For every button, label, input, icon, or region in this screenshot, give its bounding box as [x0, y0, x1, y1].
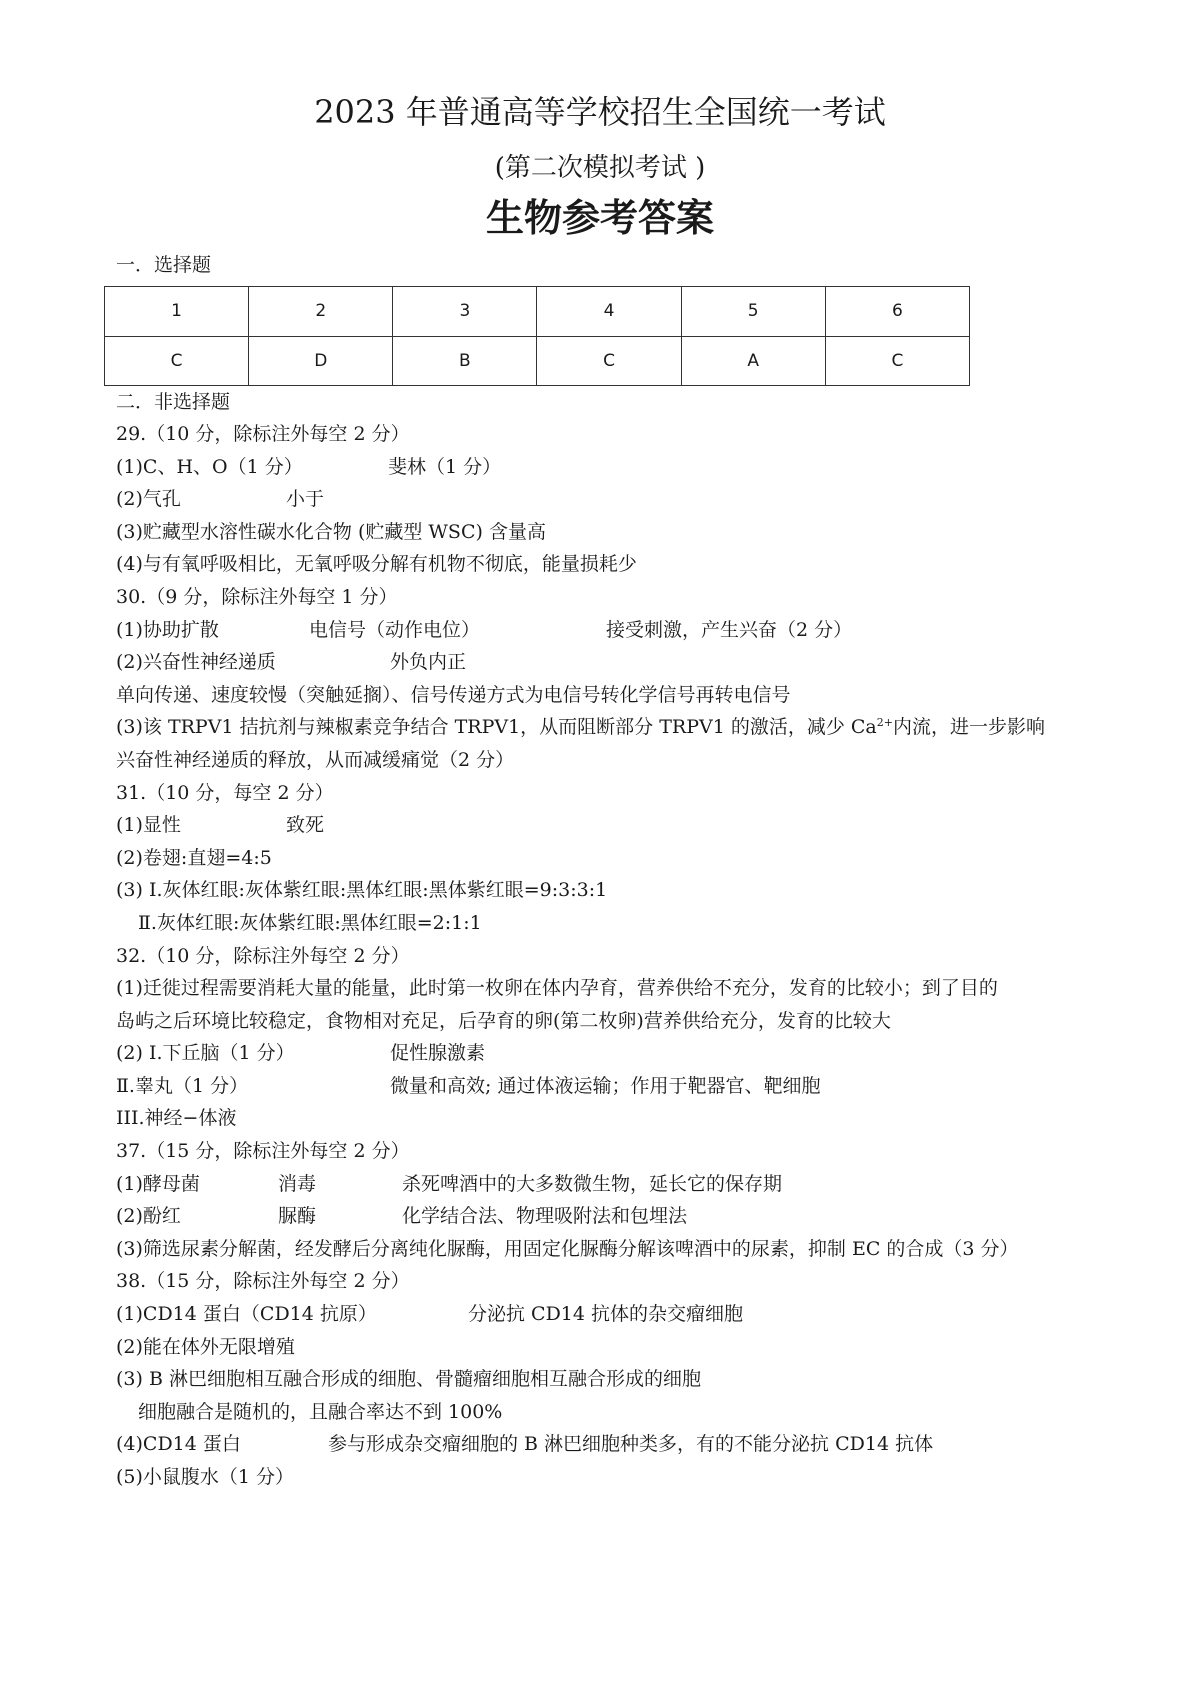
q30-answer-line: [116, 646, 1106, 679]
answer-cell: A: [681, 336, 825, 386]
exam-title: 2023 年普通高等学校招生全国统一考试: [314, 93, 886, 131]
q38-3-answer-b: 细胞融合是随机的，且融合率达不到 100%: [138, 1400, 503, 1423]
answer-cell: C: [825, 336, 969, 386]
answer-table-answer-row: [105, 336, 970, 386]
q29-2-answer-a: (2)气孔: [116, 488, 181, 511]
q37-3-answer: (3)筛选尿素分解菌，经发酵后分离纯化脲酶，用固定化脲酶分解该啤酒中的尿素，抑制 EC 的合成（3 分）: [116, 1237, 1019, 1260]
q38-1-answer-b: 分泌抗 CD14 抗体的杂交瘤细胞: [468, 1303, 744, 1326]
q32-2-answer-i-a: (2) Ⅰ.下丘脑（1 分）: [116, 1042, 295, 1065]
q31-1-answer-a: (1)显性: [116, 814, 181, 837]
q32-answer-line: [116, 1070, 1106, 1103]
q31-2-answer: (2)卷翅:直翅=4:5: [116, 846, 272, 869]
q31-3-answer-i: (3) Ⅰ.灰体红眼:灰体紫红眼:黑体红眼:黑体紫红眼=9:3:3:1: [116, 879, 608, 902]
answer-table: [104, 286, 970, 386]
q29-answer-line: [116, 451, 1106, 484]
answer-cell: C: [537, 336, 681, 386]
q32-2-answer-iii: III.神经−体液: [116, 1107, 237, 1130]
answer-table-number-row: [105, 287, 970, 337]
q30-heading: 30.（9 分，除标注外每空 1 分）: [116, 585, 398, 608]
question-number: 5: [681, 287, 825, 337]
question-number: 3: [393, 287, 537, 337]
q32-answer-line: [116, 1037, 1106, 1070]
q30-3-answer-line2: 兴奋性神经递质的释放，从而减缓痛觉（2 分）: [116, 748, 515, 771]
exam-subtitle: (第二次模拟考试 ): [494, 153, 706, 183]
q31-answer-line: [116, 809, 1106, 842]
section-heading-choice: 一．选择题: [116, 254, 212, 276]
q32-heading: 32.（10 分，除标注外每空 2 分）: [116, 944, 410, 967]
document-title: 生物参考答案: [485, 195, 714, 240]
q31-1-answer-b: 致死: [286, 814, 325, 837]
q29-3-answer: (3)贮藏型水溶性碳水化合物 (贮藏型 WSC) 含量高: [116, 520, 546, 543]
q38-1-answer-a: (1)CD14 蛋白（CD14 抗原）: [116, 1303, 377, 1326]
q29-2-answer-b: 小于: [286, 488, 325, 511]
q38-answer-line: [116, 1298, 1106, 1331]
q30-2-answer-c: 单向传递、速度较慢（突触延搁）、信号传递方式为电信号转化学信号再转电信号: [116, 683, 791, 706]
q30-1-answer-a: (1)协助扩散: [116, 618, 219, 641]
q38-3-answer-a: (3) B 淋巴细胞相互融合形成的细胞、骨髓瘤细胞相互融合形成的细胞: [116, 1368, 701, 1391]
q32-1-answer-line1: (1)迁徙过程需要消耗大量的能量，此时第一枚卵在体内孕育，营养供给不充分，发育的比较小；到了目的: [116, 977, 998, 1000]
q32-1-answer-line2: 岛屿之后环境比较稳定，食物相对充足，后孕育的卵(第二枚卵)营养供给充分，发育的比较大: [116, 1009, 891, 1032]
q38-answer-line: [116, 1428, 1106, 1461]
q29-4-answer: (4)与有氧呼吸相比，无氧呼吸分解有机物不彻底，能量损耗少: [116, 553, 637, 576]
q32-2-answer-ii-b: 微量和高效; 通过体液运输；作用于靶器官、靶细胞: [390, 1074, 821, 1097]
q31-3-answer-ii: Ⅱ.灰体红眼:灰体紫红眼:黑体红眼=2:1:1: [138, 911, 482, 934]
q37-answer-line: [116, 1200, 1106, 1233]
q37-1-answer-c: 杀死啤酒中的大多数微生物，延长它的保存期: [402, 1172, 783, 1195]
q30-3-answer-line1: [116, 711, 1106, 744]
q29-1-answer-b: 斐林（1 分）: [388, 455, 502, 478]
q30-2-answer-b: 外负内正: [390, 651, 467, 674]
q38-heading: 38.（15 分，除标注外每空 2 分）: [116, 1270, 410, 1293]
section-heading-nonchoice: 二．非选择题: [116, 391, 231, 413]
question-number: 4: [537, 287, 681, 337]
q30-3-answer-part1: (3)该 TRPV1 拮抗剂与辣椒素竞争结合 TRPV1，从而阻断部分 TRPV1 的激活，减少 Ca: [116, 716, 877, 739]
q37-heading: 37.（15 分，除标注外每空 2 分）: [116, 1140, 410, 1163]
calcium-charge-superscript: 2+: [876, 716, 893, 730]
answer-cell: C: [105, 336, 249, 386]
q38-4-answer-b: 参与形成杂交瘤细胞的 B 淋巴细胞种类多，有的不能分泌抗 CD14 抗体: [328, 1433, 934, 1456]
answer-cell: D: [249, 336, 393, 386]
q37-2-answer-c: 化学结合法、物理吸附法和包埋法: [402, 1205, 688, 1228]
question-number: 6: [825, 287, 969, 337]
q30-3-answer-part2: 内流，进一步影响: [892, 716, 1045, 739]
question-number: 1: [105, 287, 249, 337]
q37-2-answer-b: 脲酶: [278, 1205, 317, 1228]
q30-1-answer-b: 电信号（动作电位）: [309, 618, 481, 641]
q29-heading: 29.（10 分，除标注外每空 2 分）: [116, 423, 410, 445]
q38-5-answer: (5)小鼠腹水（1 分）: [116, 1466, 295, 1488]
q29-answer-line: [116, 483, 1106, 516]
q30-answer-line: [116, 614, 1106, 647]
q37-1-answer-b: 消毒: [278, 1172, 317, 1195]
question-number: 2: [249, 287, 393, 337]
q30-1-answer-c: 接受刺激，产生兴奋（2 分）: [606, 618, 853, 641]
q29-1-answer-a: (1)C、H、O（1 分）: [116, 455, 303, 478]
q31-heading: 31.（10 分，每空 2 分）: [116, 781, 334, 804]
q37-answer-line: [116, 1168, 1106, 1201]
q30-2-answer-a: (2)兴奋性神经递质: [116, 651, 276, 674]
q37-2-answer-a: (2)酚红: [116, 1205, 181, 1228]
q37-1-answer-a: (1)酵母菌: [116, 1172, 200, 1195]
q32-2-answer-ii-a: Ⅱ.睾丸（1 分）: [116, 1074, 249, 1097]
q32-2-answer-i-b: 促性腺激素: [390, 1042, 486, 1065]
q38-4-answer-a: (4)CD14 蛋白: [116, 1433, 241, 1456]
answer-cell: B: [393, 336, 537, 386]
q38-2-answer: (2)能在体外无限增殖: [116, 1335, 295, 1358]
answer-body: [116, 418, 1106, 1494]
